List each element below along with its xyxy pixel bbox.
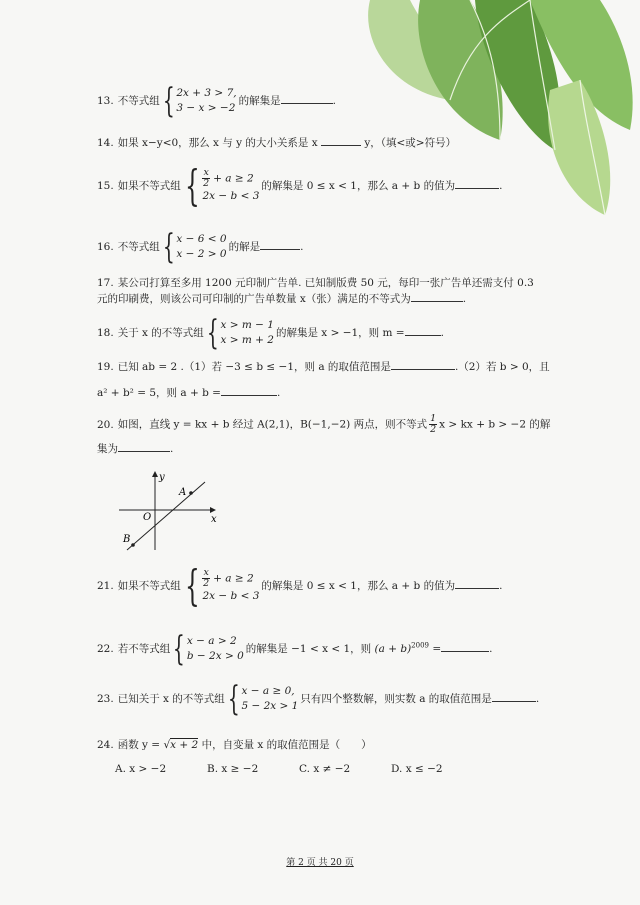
answer-blank[interactable] — [281, 103, 333, 104]
sqrt-icon: √ — [163, 739, 171, 751]
answer-blank[interactable] — [321, 145, 361, 146]
question-18: 18. 关于 x 的不等式组 { x > m − 1 x > m + 2 的解集是 x > −1，则 m = . — [97, 313, 444, 353]
question-14: 14. 如果 x−y<0，那么 x 与 y 的大小关系是 x y，（填<或>符号） — [97, 137, 457, 149]
question-15: 15. 如果不等式组 { $\frac{x}{2}$ + a ≥ 2 2x − b < 3 的解集是 0 ≤ x < 1，那么 a + b 的值为 . — [97, 161, 503, 210]
answer-blank[interactable] — [391, 369, 455, 370]
question-20-line2: 集为 . — [97, 443, 174, 455]
answer-blank[interactable] — [492, 701, 536, 702]
line-graph-figure — [115, 470, 225, 552]
line-y-kx-b — [127, 482, 205, 550]
answer-blank[interactable] — [441, 651, 489, 652]
page-footer — [0, 855, 640, 868]
question-17: 17. 某公司打算至多用 1200 元印制广告单. 已知制版费 50 元，每印一张广告单还需支付 0.3 — [97, 277, 534, 289]
question-24: 24. 函数 y = √x + 2 中，自变量 x 的取值范围是（ ） — [97, 739, 372, 751]
x-axis-label: x — [211, 514, 217, 525]
question-13: 13. 不等式组 { 2x + 3 > 7, 3 − x > −2 的解集是 . — [97, 81, 336, 121]
question-22: 22. 若不等式组 { x − a > 2 b − 2x > 0 的解集是 −1 < x < 1，则 $(a + b)^{2009}$ = . — [97, 629, 493, 669]
answer-blank[interactable] — [221, 395, 277, 396]
question-16: 16. 不等式组 { x − 6 < 0 x − 2 > 0 的解是 . — [97, 227, 304, 267]
option-c[interactable]: C. x ≠ −2 — [299, 763, 351, 775]
question-19: 19. 已知 ab = 2 .（1）若 −3 ≤ b ≤ −1，则 a 的取值范围是 .（2）若 b > 0，且 — [97, 361, 550, 373]
answer-blank[interactable] — [260, 249, 300, 250]
question-23: 23. 已知关于 x 的不等式组 { x − a ≥ 0, 5 − 2x > 1 只有四个整数解，则实数 a 的取值范围是 . — [97, 679, 540, 719]
answer-blank[interactable] — [405, 335, 441, 336]
answer-blank[interactable] — [455, 188, 499, 189]
origin-label: O — [143, 512, 152, 523]
point-a — [189, 491, 193, 495]
question-24-options — [115, 762, 483, 776]
point-a-label: A — [179, 487, 187, 498]
y-axis-label: y — [159, 472, 165, 483]
question-20: 20. 如图，直线 y = kx + b 经过 A(2,1)，B(−1,−2) 两点，则不等式 $\frac{1}{2}$ x > kx + b > −2 的解 — [97, 413, 551, 435]
question-19-line2: a² + b² = 5，则 a + b = . — [97, 387, 281, 399]
answer-blank[interactable] — [455, 588, 499, 589]
answer-blank[interactable] — [411, 301, 463, 302]
point-b-label: B — [123, 534, 131, 545]
option-a[interactable]: A. x > −2 — [115, 763, 167, 775]
question-17-line2: 元的印刷费，则该公司可印制的广告单数量 x（张）满足的不等式为 . — [97, 293, 467, 305]
point-b — [131, 543, 135, 547]
option-b[interactable]: B. x ≥ −2 — [207, 763, 259, 775]
page-number: 第 2 页 共 20 页 — [286, 858, 354, 868]
option-d[interactable]: D. x ≤ −2 — [391, 763, 443, 775]
answer-blank[interactable] — [118, 451, 170, 452]
question-21: 21. 如果不等式组 { $\frac{x}{2}$ + a ≥ 2 2x − b < 3 的解集是 0 ≤ x < 1，那么 a + b 的值为 . — [97, 561, 503, 610]
